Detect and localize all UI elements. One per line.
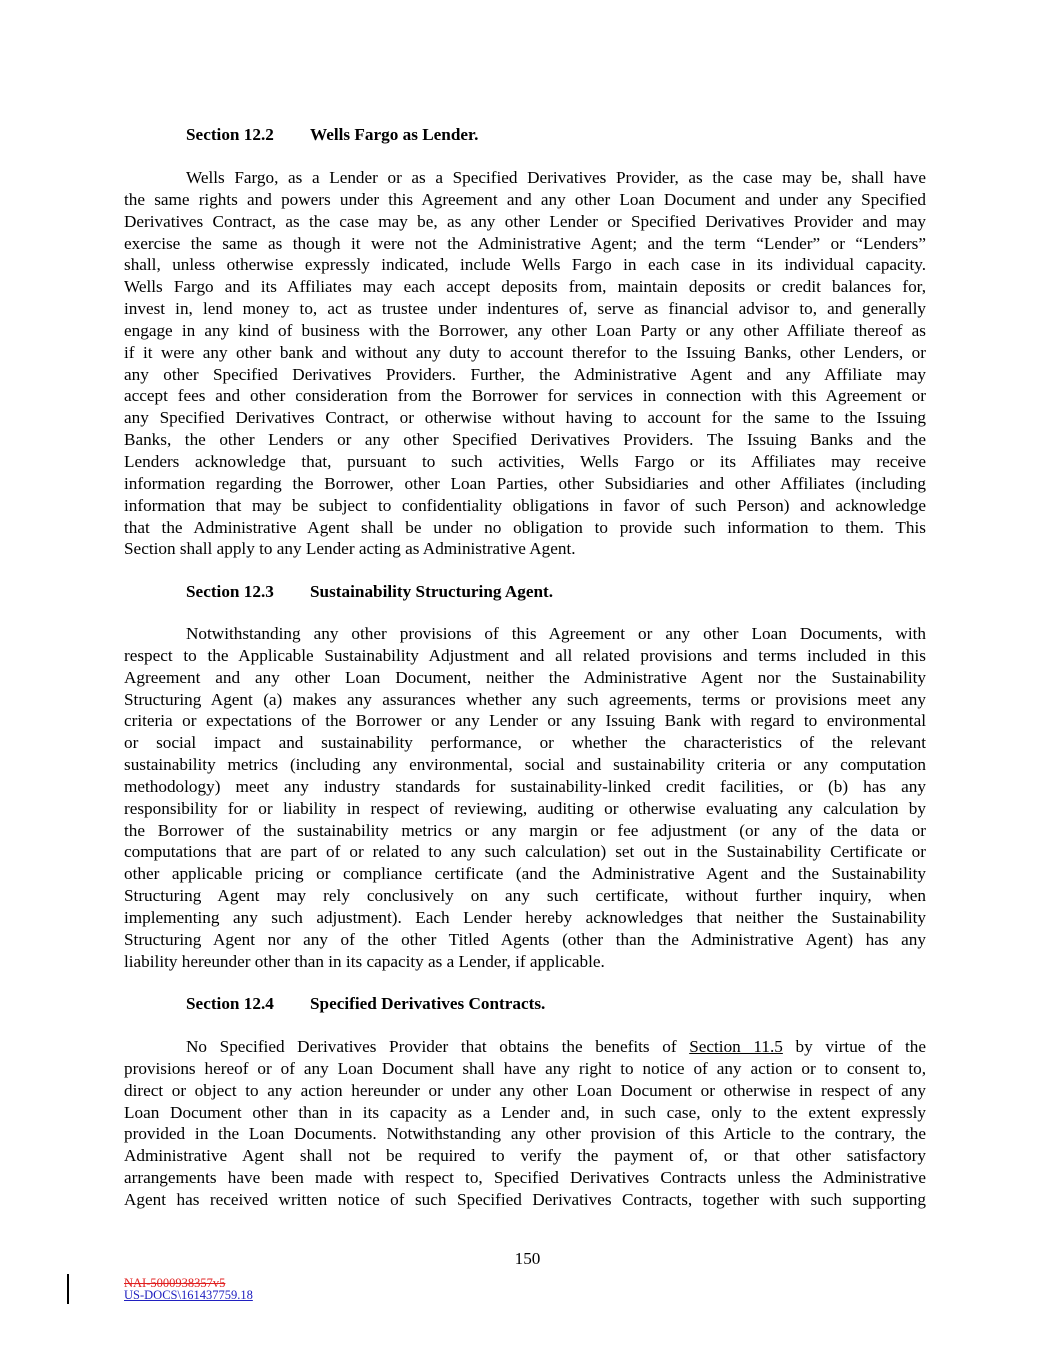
paragraph-line: Loan Document other than in its capacity as a Lender and, in such case, only to the extent expressly bbox=[124, 1102, 926, 1122]
paragraph-line: if it were any other bank and without any duty to account therefor to the Issuing Banks, other Lenders, or bbox=[124, 342, 926, 362]
section-12-2-body bbox=[124, 167, 926, 560]
paragraph-line: criteria or expectations of the Borrower or any Lender or any Issuing Bank with regard to environmental bbox=[124, 711, 926, 731]
paragraph-line: sustainability metrics (including any environmental, social and sustainability criteria or any computation bbox=[124, 755, 926, 775]
paragraph-line: provisions hereof or of any Loan Document shall have any right to notice of any action or to consent to, bbox=[124, 1058, 926, 1078]
paragraph-line: Wells Fargo and its Affiliates may each accept deposits from, maintain deposits or credit balances for, bbox=[124, 277, 926, 297]
section-12-3-body bbox=[124, 623, 926, 973]
section-11-5-reference[interactable]: Section 11.5 bbox=[689, 1037, 783, 1056]
paragraph-line: Section shall apply to any Lender acting as Administrative Agent. bbox=[124, 539, 576, 559]
paragraph-line: or social impact and sustainability performance, or whether the characteristics of the relevant bbox=[124, 733, 926, 753]
paragraph-line: direct or object to any action hereunder or under any other Loan Document or otherwise in respect of any bbox=[124, 1080, 926, 1100]
paragraph-line: Structuring Agent nor any of the other Titled Agents (other than the Administrative Agent) has any bbox=[124, 929, 926, 949]
paragraph-line: Lenders acknowledge that, pursuant to such activities, Wells Fargo or its Affiliates may receive bbox=[124, 451, 926, 471]
paragraph-line: information regarding the Borrower, other Loan Parties, other Subsidiaries and other Affiliates (including bbox=[124, 473, 926, 493]
paragraph-line: Structuring Agent (a) makes any assurances whether any such agreements, terms or provisions meet any bbox=[124, 689, 926, 709]
deleted-doc-id: NAI-5000938357v5 bbox=[124, 1276, 226, 1290]
paragraph-line: Administrative Agent shall not be required to verify the payment of, or that other satisfactory bbox=[124, 1146, 926, 1166]
paragraph-line: Structuring Agent may rely conclusively on any such certificate, without further inquiry, when bbox=[124, 886, 926, 906]
section-12-2-heading: Section 12.2 Wells Fargo as Lender. bbox=[186, 125, 479, 144]
paragraph-line: any Specified Derivatives Contract, or otherwise without having to account for the same to the Issuing bbox=[124, 408, 926, 428]
paragraph-line: exercise the same as though it were not the Administrative Agent; and the term “Lender” or “Lenders” bbox=[124, 233, 926, 253]
paragraph-line: other applicable pricing or compliance certificate (and the Administrative Agent and the Sustainability bbox=[124, 864, 926, 884]
section-12-4-body bbox=[124, 1036, 926, 1211]
section-12-4-heading: Section 12.4 Specified Derivatives Contracts. bbox=[186, 994, 546, 1013]
paragraph-line: liability hereunder other than in its capacity as a Lender, if applicable. bbox=[124, 951, 605, 971]
paragraph-line: that the Administrative Agent shall be under no obligation to provide such information to them. This bbox=[124, 517, 926, 537]
paragraph-line: the Borrower of the sustainability metrics or any margin or fee adjustment (or any of the data or bbox=[124, 820, 926, 840]
page-number: 150 bbox=[514, 1249, 541, 1268]
doc-id: US-DOCS\161437759.18 bbox=[124, 1288, 253, 1302]
paragraph-line: No Specified Derivatives Provider that obtains the benefits of Section 11.5 by virtue of the bbox=[186, 1037, 927, 1056]
paragraph-line: engage in any kind of business with the Borrower, any other Loan Party or any other Affiliate thereof as bbox=[124, 320, 926, 340]
paragraph-line: provided in the Loan Documents. Notwithstanding any other provision of this Article to the contrary, the bbox=[124, 1124, 926, 1144]
paragraph-line: implementing any such adjustment). Each Lender hereby acknowledges that neither the Sustainability bbox=[124, 907, 926, 927]
paragraph-line: arrangements have been made with respect to, Specified Derivatives Contracts unless the Administrative bbox=[124, 1168, 926, 1188]
paragraph-line: methodology) meet any industry standards for sustainability-linked credit facilities, or (b) has any bbox=[124, 776, 926, 796]
paragraph-line: Derivatives Contract, as the case may be, as any other Lender or Specified Derivatives Provider and may bbox=[124, 211, 926, 231]
change-bar bbox=[67, 1274, 69, 1304]
paragraph-line: invest in, lend money to, act as trustee under indentures of, serve as financial advisor to, and generally bbox=[124, 299, 926, 319]
paragraph-line: respect to the Applicable Sustainability Adjustment and all related provisions and terms included in this bbox=[124, 645, 926, 665]
paragraph-line: information that may be subject to confidentiality obligations in favor of such Person) and acknowledge bbox=[124, 495, 926, 515]
paragraph-line: Wells Fargo, as a Lender or as a Specified Derivatives Provider, as the case may be, shall have bbox=[186, 168, 926, 187]
paragraph-line: any other Specified Derivatives Providers. Further, the Administrative Agent and any Affiliate may bbox=[124, 364, 926, 384]
section-12-3-heading: Section 12.3 Sustainability Structuring Agent. bbox=[186, 582, 554, 601]
paragraph-line: shall, unless otherwise expressly indicated, include Wells Fargo in each case in its individual capacity. bbox=[124, 255, 926, 275]
paragraph-line: Notwithstanding any other provisions of this Agreement or any other Loan Documents, with bbox=[186, 624, 926, 643]
paragraph-line: the same rights and powers under this Agreement and any other Loan Document and under any Specified bbox=[124, 189, 926, 209]
paragraph-line: computations that are part of or related to any such calculation) set out in the Sustainability Certificate or bbox=[124, 842, 926, 862]
paragraph-line: Agreement and any other Loan Document, neither the Administrative Agent nor the Sustainability bbox=[124, 667, 926, 687]
paragraph-line: responsibility for or liability in respect of reviewing, auditing or otherwise evaluating any calculation by bbox=[124, 798, 926, 818]
paragraph-line: accept fees and other consideration from the Borrower for services in connection with this Agreement or bbox=[124, 386, 926, 406]
paragraph-line: Agent has received written notice of such Specified Derivatives Contracts, together with such supporting bbox=[124, 1189, 926, 1209]
document-footer bbox=[124, 1277, 253, 1301]
paragraph-line: Banks, the other Lenders or any other Specified Derivatives Providers. The Issuing Banks and the bbox=[124, 430, 926, 450]
